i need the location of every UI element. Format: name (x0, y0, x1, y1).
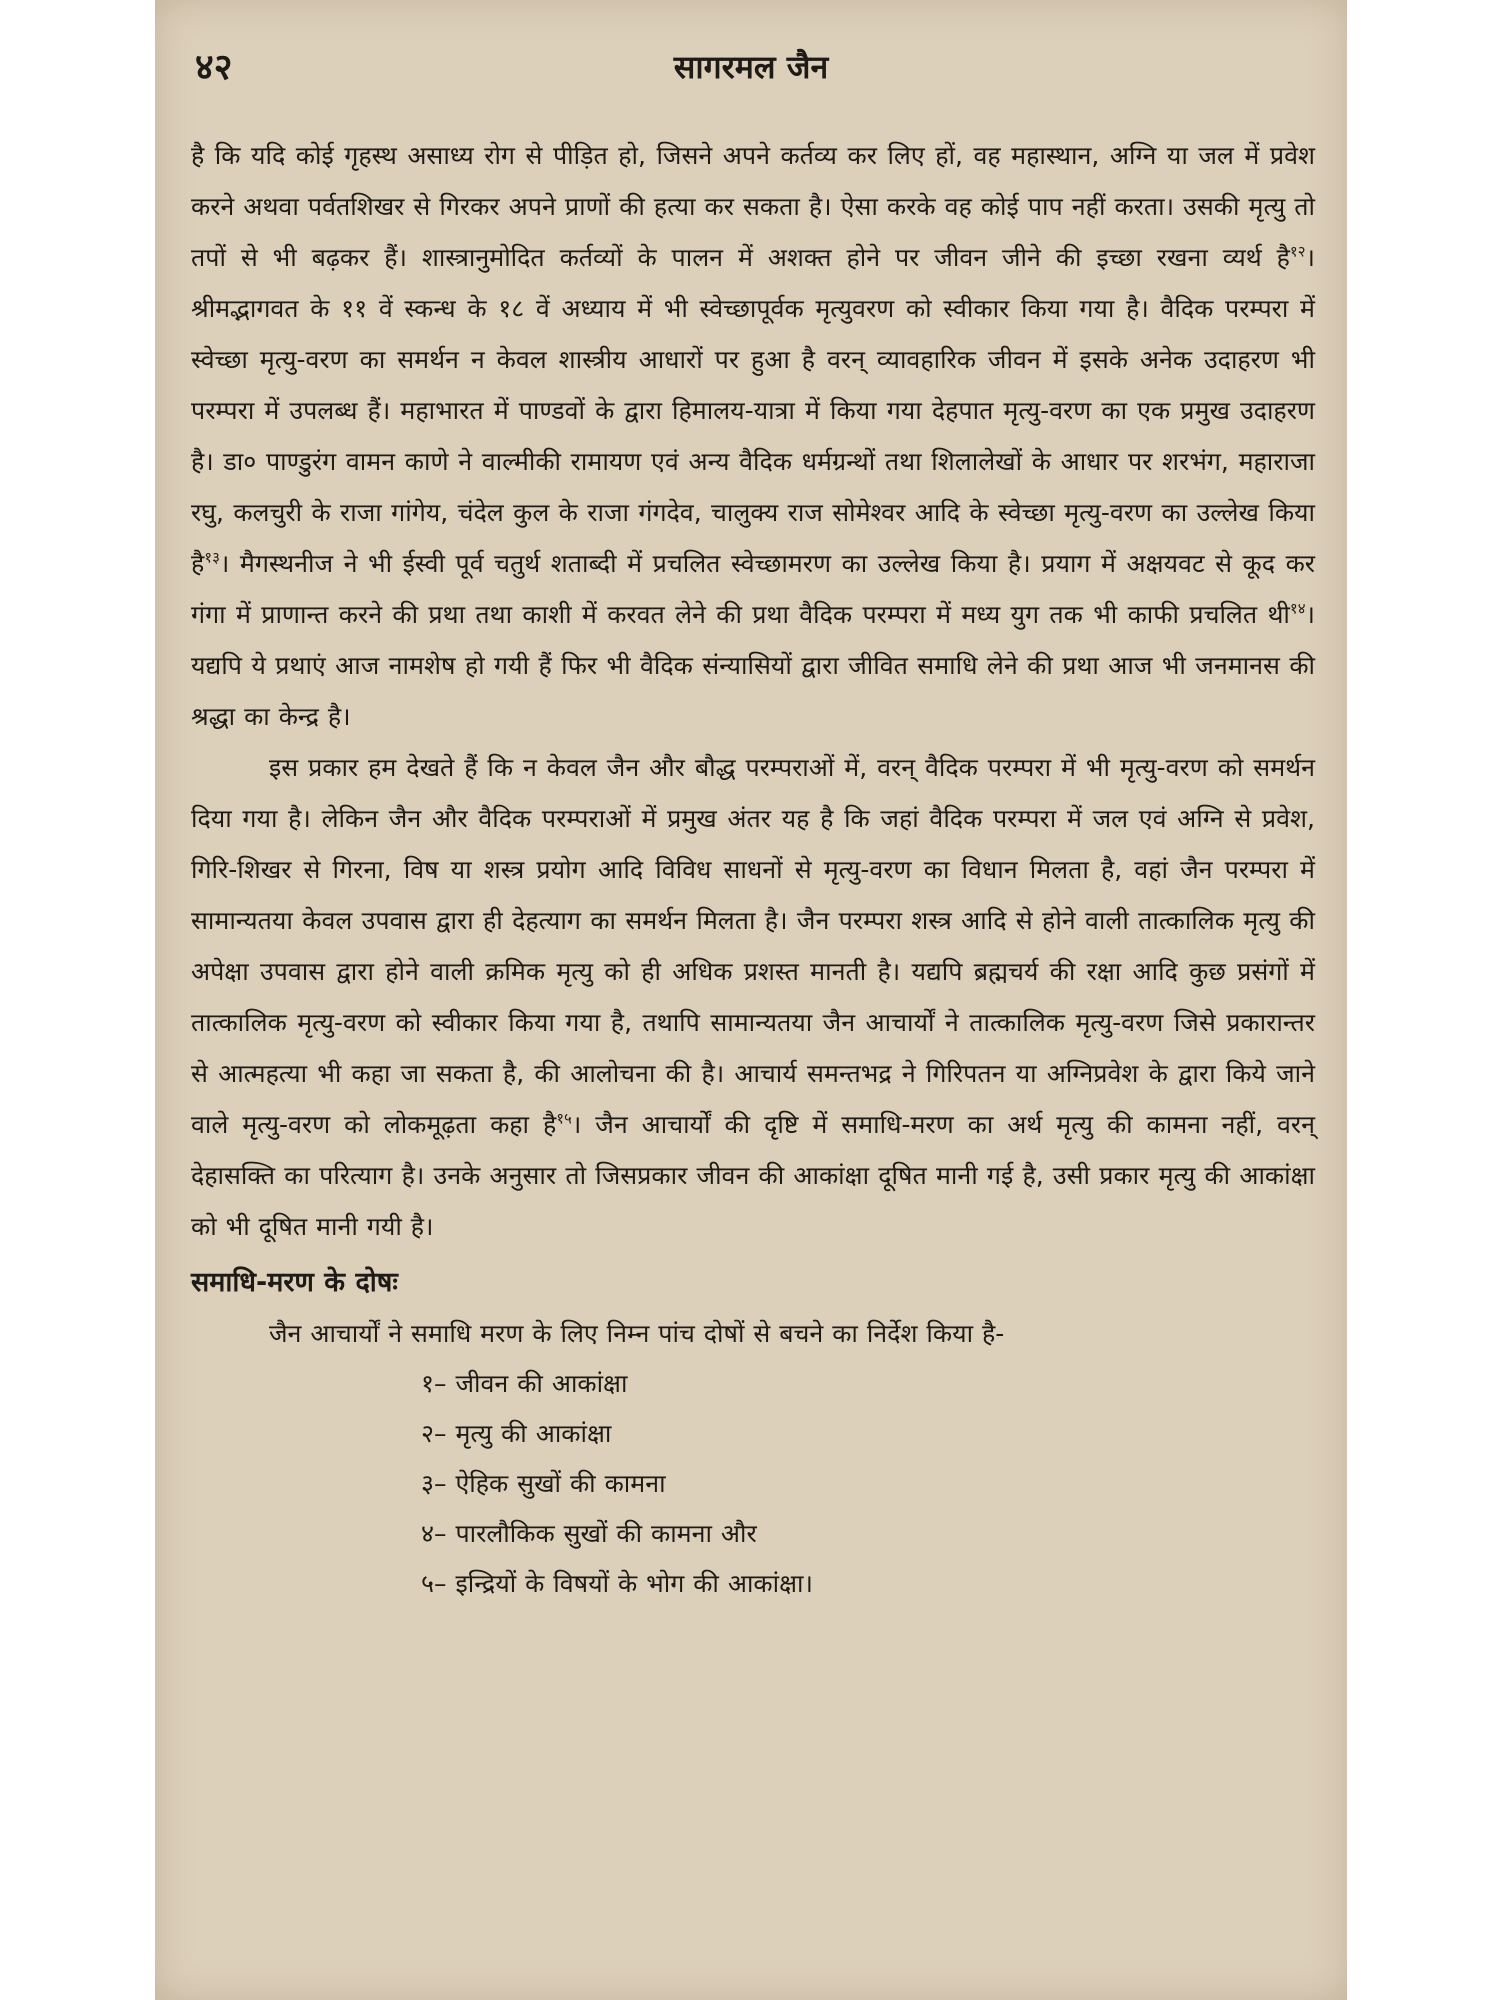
running-head: सागरमल जैन (673, 48, 829, 86)
footnote-ref: १५ (556, 1109, 572, 1128)
list-item: ५– इन्द्रियों के विषयों के भोग की आकांक्षा। (421, 1569, 813, 1598)
list-item: ४– पारलौकिक सुखों की कामना और (421, 1519, 757, 1548)
text-segment: । श्रीमद्भागवत के ११ वें स्कन्ध के १८ वें अध्याय में भी स्वेच्छापूर्वक मृत्युवरण को स्वीकार किया गया है। वैदिक परम्परा में स्वेच्छा मृत्यु-वरण का समर्थन न केवल शास्त्रीय आधारों पर हुआ है वरन् व्यावहारिक जीवन में इसके अनेक उदाहरण भी परम्परा में उपलब्ध हैं। महाभारत में पाण्डवों के द्वारा हिमालय-यात्रा में किया गया देहपात मृत्यु-वरण का एक प्रमुख उदाहरण है। डा० पाण्डुरंग वामन काणे ने वाल्मीकी रामायण एवं अन्य वैदिक धर्मग्रन्थों तथा शिलालेखों के आधार पर शरभंग, महाराजा रघु, कलचुरी के राजा गांगेय, चंदेल कुल के राजा गंगदेव, चालुक्य राज सोमेश्वर आदि के स्वेच्छा मृत्यु-वरण का उल्लेख किया है (191, 243, 1315, 578)
list-item: १– जीवन की आकांक्षा (421, 1369, 628, 1398)
paragraph-1 (191, 130, 1315, 742)
page-number: ४२ (195, 47, 233, 88)
footnote-ref: १४ (1289, 599, 1306, 618)
text-segment: । जैन आचार्यों की दृष्टि में समाधि-मरण का अर्थ मृत्यु की कामना नहीं, वरन् देहासक्ति का परित्याग है। उनके अनुसार तो जिसप्रकार जीवन की आकांक्षा दूषित मानी गई है, उसी प्रकार मृत्यु की आकांक्षा को भी दूषित मानी गयी है। (191, 1110, 1315, 1241)
footnote-ref: १३ (204, 548, 220, 567)
body-text (191, 130, 1315, 1609)
faults-list (191, 1359, 1315, 1609)
section-intro: जैन आचार्यों ने समाधि मरण के लिए निम्न पांच दोषों से बचने का निर्देश किया है- (269, 1319, 1005, 1348)
text-segment: । यद्यपि ये प्रथाएं आज नामशेष हो गयी हैं फिर भी वैदिक संन्यासियों द्वारा जीवित समाधि लेने की प्रथा आज भी जनमानस की श्रद्धा का केन्द्र है। (191, 600, 1315, 731)
list-item: ३– ऐहिक सुखों की कामना (421, 1469, 666, 1498)
text-segment: । मैगस्थनीज ने भी ईस्वी पूर्व चतुर्थ शताब्दी में प्रचलित स्वेच्छामरण का उल्लेख किया है। प्रयाग में अक्षयवट से कूद कर गंगा में प्राणान्त करने की प्रथा तथा काशी में करवत लेने की प्रथा वैदिक परम्परा में मध्य युग तक भी काफी प्रचलित थी (191, 549, 1315, 629)
paragraph-2 (191, 742, 1315, 1252)
list-item: २– मृत्यु की आकांक्षा (421, 1419, 612, 1448)
section-heading: समाधि-मरण के दोषः (191, 1267, 398, 1298)
footnote-ref: १२ (1289, 242, 1306, 261)
book-page (155, 0, 1347, 2000)
text-segment: है कि यदि कोई गृहस्थ असाध्य रोग से पीड़ित हो, जिसने अपने कर्तव्य कर लिए हों, वह महास्थान, अग्नि या जल में प्रवेश करने अथवा पर्वतशिखर से गिरकर अपने प्राणों की हत्या कर सकता है। ऐसा करके वह कोई पाप नहीं करता। उसकी मृत्यु तो तपों से भी बढ़कर हैं। शास्त्रानुमोदित कर्तव्यों के पालन में अशक्त होने पर जीवन जीने की इच्छा रखना व्यर्थ है (191, 141, 1315, 272)
text-segment: इस प्रकार हम देखते हैं कि न केवल जैन और बौद्ध परम्पराओं में, वरन् वैदिक परम्परा में भी मृत्यु-वरण को समर्थन दिया गया है। लेकिन जैन और वैदिक परम्पराओं में प्रमुख अंतर यह है कि जहां वैदिक परम्परा में जल एवं अग्नि से प्रवेश, गिरि-शिखर से गिरना, विष या शस्त्र प्रयोग आदि विविध साधनों से मृत्यु-वरण का विधान मिलता है, वहां जैन परम्परा में सामान्यतया केवल उपवास द्वारा ही देहत्याग का समर्थन मिलता है। जैन परम्परा शस्त्र आदि से होने वाली तात्कालिक मृत्यु की अपेक्षा उपवास द्वारा होने वाली क्रमिक मृत्यु को ही अधिक प्रशस्त मानती है। यद्यपि ब्रह्मचर्य की रक्षा आदि कुछ प्रसंगों में तात्कालिक मृत्यु-वरण को स्वीकार किया गया है, तथापि सामान्यतया जैन आचार्यों ने तात्कालिक मृत्यु-वरण जिसे प्रकारान्तर से आत्महत्या भी कहा जा सकता है, की आलोचना की है। आचार्य समन्तभद्र ने गिरिपतन या अग्निप्रवेश के द्वारा किये जाने वाले मृत्यु-वरण को लोकमूढ़ता कहा है (191, 753, 1315, 1139)
